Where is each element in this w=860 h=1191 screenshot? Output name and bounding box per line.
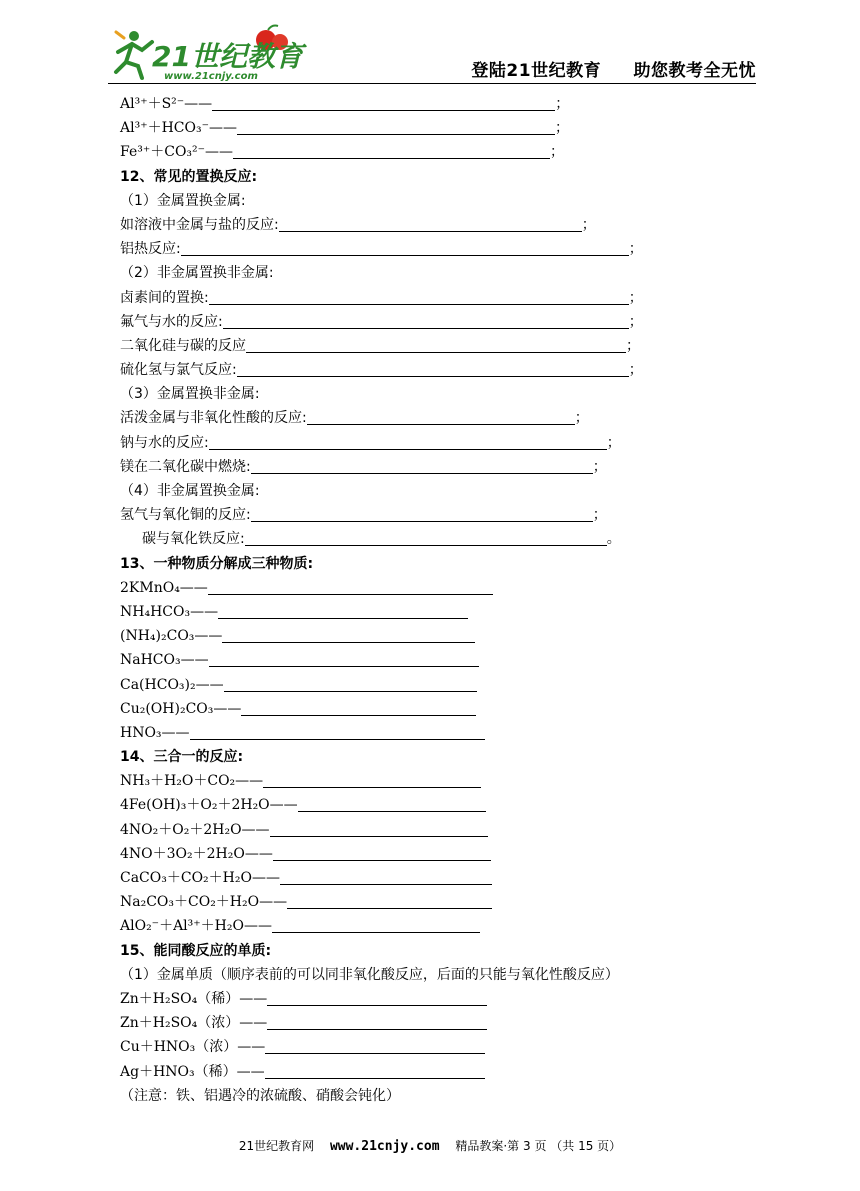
section-heading-14: 14、三合一的反应: [120,749,244,766]
equation-no-o2: 4NO＋3O₂＋2H₂O—— [120,845,273,862]
equation-ag-hno3-dilute: Ag＋HNO₃（稀）—— [120,1063,265,1080]
answer-blank[interactable] [265,1037,485,1054]
answer-blank[interactable] [287,892,492,909]
answer-blank[interactable] [272,916,480,933]
subsection-1: （1）金属置换金属: [120,192,246,209]
answer-blank[interactable] [267,989,487,1006]
prompt-thermite: 铝热反应: [120,241,181,258]
prompt-fluorine-water: 氟气与水的反应: [120,313,223,330]
slogan-helper: 助您教考全无忧 [633,61,756,81]
answer-blank[interactable] [212,94,555,111]
answer-blank[interactable] [245,529,607,546]
equation-nh4-2co3: (NH₄)₂CO₃—— [120,628,223,645]
logo-21cnjy [108,22,308,82]
prompt-halogen: 卤素间的置换: [120,289,209,306]
answer-blank[interactable] [190,723,485,740]
prompt-c-fe2o3: 碳与氧化铁反应: [142,531,245,548]
equation-nh4hco3: NH₄HCO₃—— [120,603,219,620]
subsection-4: （4）非金属置换金属: [120,483,260,499]
svg-text:21世纪教育: 21世纪教育 [152,40,303,73]
answer-blank[interactable] [218,602,468,619]
header-rule [108,83,756,84]
answer-blank[interactable] [237,360,629,377]
answer-blank[interactable] [270,820,488,837]
equation-ca-hco3-2: Ca(HCO₃)₂—— [120,676,224,693]
prompt-active-metal-acid: 活泼金属与非氧化性酸的反应: [120,410,307,427]
answer-blank[interactable] [241,699,476,716]
answer-blank[interactable] [181,239,629,256]
equation-zn-h2so4-dilute: Zn＋H₂SO₄（稀）—— [120,990,268,1007]
header-slogan [445,56,756,81]
page-footer [0,1137,860,1154]
answer-blank[interactable] [251,505,593,522]
svg-text:www.21cnjy.com: www.21cnjy.com [164,71,258,82]
answer-blank[interactable] [307,408,575,425]
running-figure-icon [116,31,152,78]
answer-blank[interactable] [233,142,550,159]
subsection-metal-elements: （1）金属单质（顺序表前的可以同非氧化酸反应，后面的只能与氧化性酸反应） [120,966,619,983]
answer-blank[interactable] [251,457,593,474]
prompt-metal-salt: 如溶液中金属与盐的反应: [120,216,279,233]
equation-nh3-h2o-co2: NH₃＋H₂O＋CO₂—— [120,773,264,790]
equation-kmno4: 2KMnO₄—— [120,579,208,596]
section-heading-12: 12、常见的置换反应: [120,168,258,185]
answer-blank[interactable] [267,1013,487,1030]
prompt-h2-cuo: 氢气与氧化铜的反应: [120,507,251,524]
section-heading-15: 15、能同酸反应的单质: [120,942,272,959]
answer-blank[interactable] [279,215,582,232]
equation-alo2-al: AlO₂⁻＋Al³⁺＋H₂O—— [120,918,272,935]
answer-blank[interactable] [265,1062,485,1079]
worksheet-content: Al³⁺＋S²⁻—— ； Al³⁺＋HCO₃⁻—— ； Fe³⁺＋CO₃²⁻—— ； 12、常见的置换反应: （1）金属置换金属: 如溶液中金属与盐的反应: ； 铝热反应: ； （2）非金属置换非金属: 卤素间的置换: ； 氟气与水的反应: ； 二氧化硅与碳的反应 ； 硫化氢与氯气反应: ； （3）金属置换非金属: 活泼金属与非氧化性酸的反应: ； 钠与水的反应: ； 镁在二氧化碳中燃烧: ； （4）非金属置换金属: 氢气与氧化铜的反应: ； 碳与氧化铁反应: 。 13、一种物质分解成三种物质: 2KMnO₄—— NH₄HCO₃—— (NH₄)₂CO₃—— NaHCO₃—— Ca(HCO₃)₂—— Cu₂(OH)₂CO₃—— HNO₃—— 14、三合一的反应: NH₃＋H₂O＋CO₂—— 4Fe(OH)₃＋O₂＋2H₂O—— 4NO₂＋O₂＋2H₂O—— 4NO＋3O₂＋2H₂O—— CaCO₃＋CO₂＋H₂O—— Na₂CO₃＋CO₂＋H₂O—— AlO₂⁻＋Al³⁺＋H₂O—— 15、能同酸反应的单质: （1）金属单质（顺序表前的可以同非氧化酸反应，后面的只能与氧化性酸反应） Zn＋H₂SO₄（稀）—— Zn＋H₂SO₄（浓）—— Cu＋HNO₃（浓）—— Ag＋HNO₃（稀）—— （注意：铁、铝遇冷的浓硫酸、硝酸会钝化） [120,92,720,1108]
equation-hno3: HNO₃—— [120,724,190,741]
answer-blank[interactable] [209,433,607,450]
prompt-mg-co2: 镁在二氧化碳中燃烧: [120,458,251,475]
equation-no2-o2: 4NO₂＋O₂＋2H₂O—— [120,821,270,838]
answer-blank[interactable] [222,626,475,643]
footer-site-link[interactable]: www.21cnjy.com [329,1139,440,1154]
footer-left: 21世纪教育网 [238,1139,315,1153]
equation-na2co3-co2: Na₂CO₃＋CO₂＋H₂O—— [120,894,288,911]
answer-blank[interactable] [223,312,629,329]
answer-blank[interactable] [298,795,486,812]
answer-blank[interactable] [209,288,629,305]
footer-page-info: 精品教案·第 3 页 （共 15 页） [455,1139,622,1153]
equation-zn-h2so4-conc: Zn＋H₂SO₄（浓）—— [120,1015,268,1032]
answer-blank[interactable] [208,578,493,595]
prompt-sio2-carbon: 二氧化硅与碳的反应 [120,337,246,354]
equation-fe-oh-3: 4Fe(OH)₃＋O₂＋2H₂O—— [120,797,298,814]
equation-cu2-oh-2co3: Cu₂(OH)₂CO₃—— [120,700,242,717]
answer-blank[interactable] [224,675,477,692]
answer-blank[interactable] [263,771,481,788]
equation-cu-hno3-conc: Cu＋HNO₃（浓）—— [120,1039,266,1056]
equation-fe-co3: Fe³⁺＋CO₃²⁻—— [120,144,234,161]
page-header [108,22,756,84]
answer-blank[interactable] [246,336,626,353]
section-heading-13: 13、一种物质分解成三种物质: [120,555,314,572]
slogan-login: 登陆21世纪教育 [471,61,602,81]
answer-blank[interactable] [280,868,492,885]
equation-caco3-co2: CaCO₃＋CO₂＋H₂O—— [120,870,280,886]
answer-blank[interactable] [209,650,479,667]
answer-blank[interactable] [237,118,555,135]
note-passivation: （注意：铁、铝遇冷的浓硫酸、硝酸会钝化） [120,1087,400,1104]
subsection-3: （3）金属置换非金属: [120,386,260,403]
subsection-2: （2）非金属置换非金属: [120,265,274,282]
equation-al-s: Al³⁺＋S²⁻—— [120,96,213,112]
answer-blank[interactable] [273,844,491,861]
prompt-h2s-cl2: 硫化氢与氯气反应: [120,362,237,379]
prompt-sodium-water: 钠与水的反应: [120,434,209,451]
equation-nahco3: NaHCO₃—— [120,652,209,669]
equation-al-hco3: Al³⁺＋HCO₃⁻—— [120,120,237,137]
